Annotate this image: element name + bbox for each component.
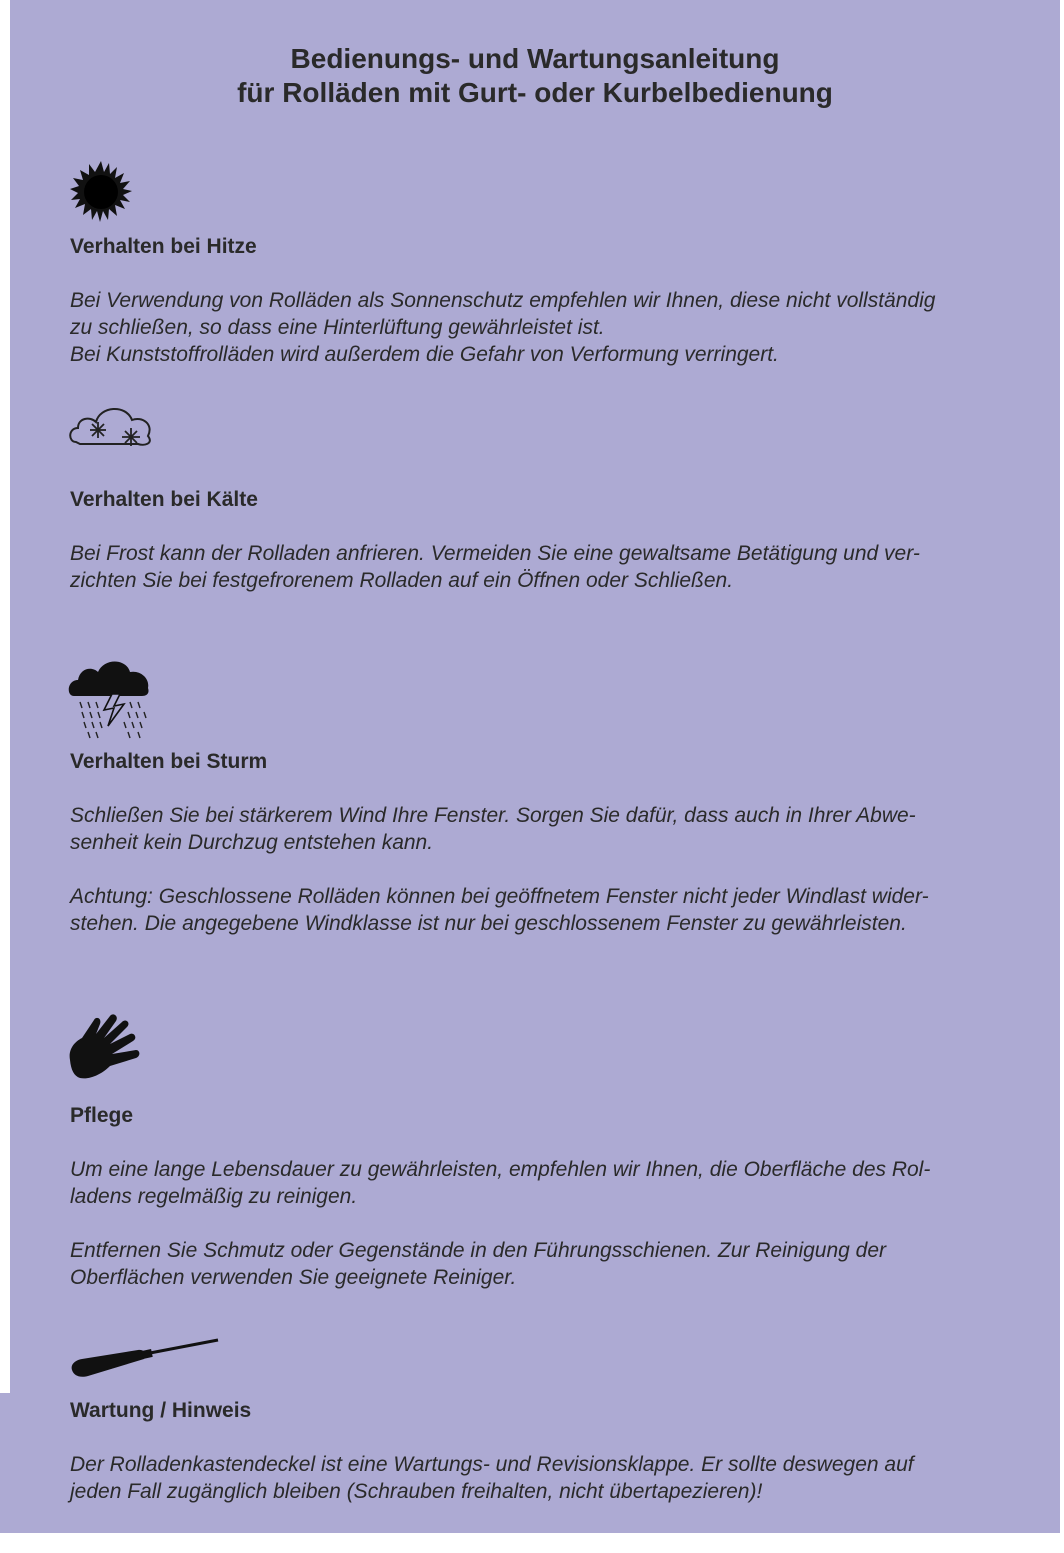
text-line: Bei Kunststoffrolläden wird außerdem die Gefahr von Verformung verringert. [70,343,779,366]
text-line: jeden Fall zugänglich bleiben (Schrauben freihalten, nicht übertapezieren)! [70,1480,763,1503]
text-line: Bei Verwendung von Rolläden als Sonnenschutz empfehlen wir Ihnen, diese nicht vollständig [70,289,936,312]
instruction-page [10,0,1060,1533]
section-heading-kaelte: Verhalten bei Kälte [70,488,258,511]
section-text-sturm-2 [70,883,1005,937]
section-text-hitze [70,287,1005,368]
storm-cloud-icon [68,658,150,742]
sun-icon [70,160,132,224]
title-line-1: Bedienungs- und Wartungsanleitung [290,43,780,74]
section-heading-hitze: Verhalten bei Hitze [70,235,257,258]
screwdriver-icon [68,1336,220,1382]
section-text-kaelte [70,540,1005,594]
title-line-2: für Rolläden mit Gurt- oder Kurbelbedienung [237,77,833,108]
section-text-wartung [70,1451,1005,1505]
snow-cloud-icon [68,402,154,450]
text-line: zu schließen, so dass eine Hinterlüftung gewährleistet ist. [70,316,605,339]
section-text-sturm-1 [70,802,1005,856]
text-line: stehen. Die angegebene Windklasse ist nur bei geschlossenem Fenster zu gewährleisten. [70,912,907,935]
text-line: zichten Sie bei festgefrorenem Rolladen auf ein Öffnen oder Schließen. [70,569,734,592]
text-line: Schließen Sie bei stärkerem Wind Ihre Fenster. Sorgen Sie dafür, dass auch in Ihrer Abwe- [70,804,916,827]
section-heading-sturm: Verhalten bei Sturm [70,750,268,773]
text-line: senheit kein Durchzug entstehen kann. [70,831,434,854]
section-heading-pflege: Pflege [70,1104,134,1127]
text-line: ladens regelmäßig zu reinigen. [70,1185,358,1208]
text-line: Der Rolladenkastendeckel ist eine Wartungs- und Revisionsklappe. Er sollte deswegen auf [70,1453,914,1476]
page-title [10,42,1060,110]
left-edge-strip [0,1393,10,1533]
text-line: Achtung: Geschlossene Rolläden können bei geöffnetem Fenster nicht jeder Windlast wider- [70,885,929,908]
text-line: Bei Frost kann der Rolladen anfrieren. Vermeiden Sie eine gewaltsame Betätigung und ver- [70,542,920,565]
text-line: Oberflächen verwenden Sie geeignete Reiniger. [70,1266,517,1289]
text-line: Um eine lange Lebensdauer zu gewährleisten, empfehlen wir Ihnen, die Oberfläche des Rol- [70,1158,931,1181]
section-heading-wartung: Wartung / Hinweis [70,1399,252,1422]
hand-icon [66,1012,148,1082]
section-text-pflege-1 [70,1156,1005,1210]
text-line: Entfernen Sie Schmutz oder Gegenstände in den Führungsschienen. Zur Reinigung der [70,1239,887,1262]
section-text-pflege-2 [70,1237,1005,1291]
